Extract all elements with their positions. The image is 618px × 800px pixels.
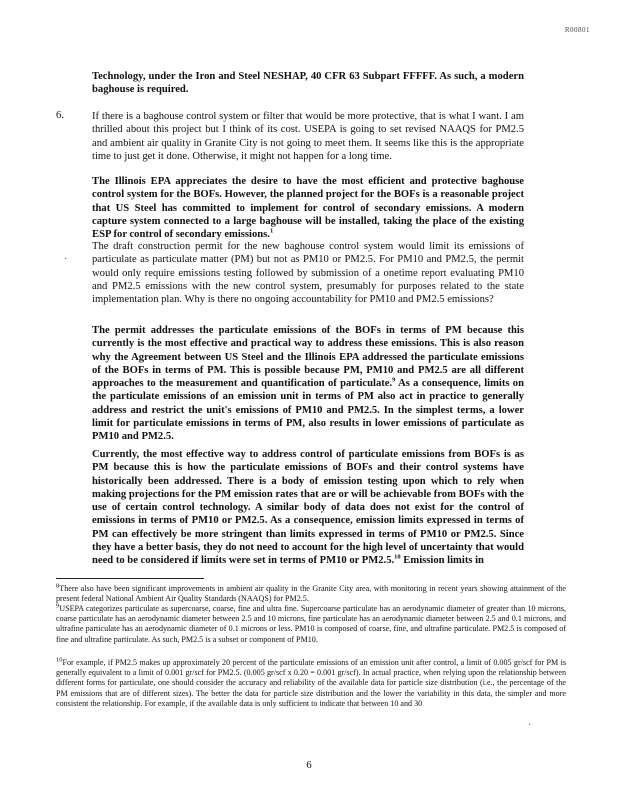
footnote-text: USEPA categorizes particulate as supercoarse, coarse, fine and ultra fine. Supercoarse particulate has an aerodynamic diameter of greater than 10 microns, coarse particulate has an aerodynamic diameter between 2.5 and 10 microns, fine particulate has an aerodynamic diameter between 2.5 and 0.1 microns, and ultrafine particulate has an aerodynamic diameter of 0.1 microns or less. PM10 is composed of coarse, fine, and ultrafine particulate. PM2.5 is composed of fine and ultrafine particulate. As such, PM2.5 is a subset or component of PM10. [56,604,566,644]
footnote-text: For example, if PM2.5 makes up approximately 20 percent of the particulate emissions of an emission unit after control, a limit of 0.005 gr/scf for PM is generally equivalent to a limit of 0.001 gr/scf for PM2.5. (0.005 gr/scf x 0.20 = 0.001 gr/scf). In actual practice, when relying upon the relationship between different forms for particulate, one should consider the accuracy and reliability of the available data for particle size distribution (i.e., the percentage of the PM emissions that are of different sizes). The better the data for particle size distribution and the lower the variability in this data, the simpler and more consistent the relationship. For example, if the available data is only sufficient to indicate that between 10 and 30 [56,658,566,708]
item-number: 6. [56,110,64,121]
response-3-text: Currently, the most effective way to address control of particulate emissions from BOFs is as PM because this is how the particulate emissions of BOFs and their control systems have historically been addressed. There is a body of emission testing upon which to rely when making projections for the PM emission rates that are or will be achievable from BOFs with the use of certain control technology. A similar body of data does not exist for the control of emissions in terms of PM10 or PM2.5. As a consequence, emission limits expressed in terms of PM can effectively be more stringent than limits expressed in terms of PM10 or PM2.5. Since they have a better basis, they do not need to account for the high level of uncertainty that would need to be considered if limits were set in terms of PM10 or PM2.5. [92,449,524,567]
footnote-ref-8: 1 [269,227,274,235]
comment-paragraph: If there is a baghouse control system or filter that would be more protective, that is what I want. I am thrilled about this project but I think of its cost. USEPA is going to set revised NAAQS for PM2.5 and ambient air quality in Granite City is not going to meet them. It seems like this is the appropriate time to just get it done. Otherwise, it might not happen for a long time. [92,111,524,162]
response-3-tail: Emission limits in [400,555,484,567]
page-number: 6 [306,760,312,771]
footnote-mark: 9 [56,602,60,610]
response-1-text: The Illinois EPA appreciates the desire to have the most efficient and protective baghouse control system for the BOFs. However, the planned project for the BOFs is a reasonable project that US Steel has committed to implement for control of secondary emissions. A modern capture system connected to a large baghouse will be installed, taking the place of the existing ESP for control of secondary emissions. [92,176,524,241]
footnote-text: There also have been significant improvements in ambient air quality in the Granite City area, with monitoring in recent years showing attainment of the present federal National Ambient Air Quality Standards (NAAQS) for PM2.5. [56,584,566,604]
margin-mark: · [528,720,532,731]
footnote-10 [56,658,566,709]
footnote-ref-9: 9 [392,376,396,384]
response-paragraph-1 [92,175,524,241]
footnote-8 [56,584,566,604]
margin-mark: · [64,254,68,265]
response-paragraph-2 [92,324,524,444]
footnote-mark: 10 [56,656,63,664]
paragraph-top: Technology, under the Iron and Steel NESHAP, 40 CFR 63 Subpart FFFFF. As such, a modern baghouse is required. [92,71,524,96]
response-2-text: The permit addresses the particulate emissions of the BOFs in terms of PM because this currently is the most effective and practical way to address these emissions. This is also reason why the Agreement between US Steel and the Illinois EPA addressed the particulate emissions of the BOFs in terms of PM. This is possible because PM, PM10 and PM2.5 are all different approaches to the measurement and quantification of particulate. [92,325,524,390]
footnote-9 [56,604,566,645]
footnote-ref-10: 10 [394,553,401,561]
question-paragraph: The draft construction permit for the new baghouse control system would limit its emissions of particulate as particulate matter (PM) but not as PM10 or PM2.5. For PM10 and PM2.5, the permit would only require emissions testing followed by submission of a onetime report evaluating PM10 and PM2.5 emissions with the new control system, presumably for purposes related to the state implementation plan. Why is there no ongoing accountability for PM10 and PM2.5 emissions? [92,241,524,306]
response-paragraph-3 [92,448,524,568]
footnote-divider [56,578,204,579]
footnote-mark: 8 [56,582,60,590]
bates-stamp: R00801 [564,26,590,34]
response-2-text-b: As a consequence, limits on the particulate emissions of an emission unit in terms of PM also act in practice to generally address and restrict the unit's emissions of PM10 and PM2.5. In the simplest terms, a lower limit for particulate emissions in terms of PM, also results in lower emissions of particulate as PM10 and PM2.5. [92,378,524,443]
